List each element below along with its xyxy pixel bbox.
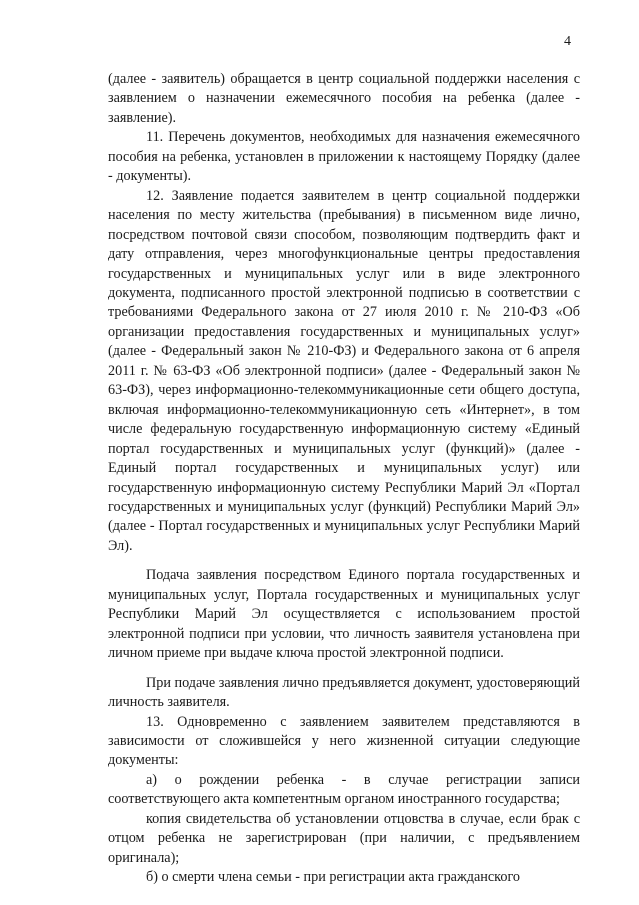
page-number: 4 (564, 34, 571, 49)
paragraph: 11. Перечень документов, необходимых для назначения ежемесячного пособия на ребенка, установлен в приложении к настоящему Порядку (далее - документы). (108, 129, 580, 185)
paragraph: Подача заявления посредством Единого портала государственных и муниципальных услуг, Портала государственных и муниципальных услуг Республики Марий Эл осуществляется с использованием простой электронной подписи при условии, что личность заявителя установлена при личном приеме при выдаче ключа простой электронной подписи. (108, 567, 580, 662)
paragraph: (далее - заявитель) обращается в центр социальной поддержки населения с заявлением о назначении ежемесячного пособия на ребенка (далее - заявление). (108, 71, 580, 126)
paragraph: б) о смерти члена семьи - при регистрации акта гражданского (146, 869, 521, 886)
paragraph: а) о рождении ребенка - в случае регистрации записи соответствующего акта компетентным органом иностранного государства; (108, 771, 580, 808)
paragraph: копия свидетельства об установлении отцовства в случае, если брак с отцом ребенка не зарегистрирован (при наличии, с предъявлением оригинала); (108, 810, 580, 866)
paragraph: 13. Одновременно с заявлением заявителем представляются в зависимости от сложившейся у него жизненной ситуации следующие документы: (108, 713, 580, 769)
paragraph: При подаче заявления лично предъявляется документ, удостоверяющий личность заявителя. (108, 674, 580, 711)
document-body (108, 70, 580, 888)
paragraph: 12. Заявление подается заявителем в центр социальной поддержки населения по месту жительства (пребывания) в письменном виде лично, посредством почтовой связи способом, позволяющим подтвердить факт и дату отправления, через многофункциональные центры предоставления государственных и муниципальных услуг или в виде электронного документа, подписанного простой электронной подписью в соответствии с требованиями Федерального закона от 27 июля 2010 г. № 210-ФЗ «Об организации предоставления государственных и муниципальных услуг» (далее - Федеральный закон № 210-ФЗ) и Федерального закона от 6 апреля 2011 г. № 63-ФЗ «Об электронной подписи» (далее - Федеральный закон № 63-ФЗ), через информационно-телекоммуникационные сети общего доступа, включая информационно-телекоммуникационную сеть «Интернет», в том числе федеральную государственную информационную систему «Единый портал государственных и муниципальных услуг (функций)» (далее - Единый портал государственных и муниципальных услуг) или государственную информационную систему Республики Марий Эл «Портал государственных и муниципальных услуг (функций) Республики Марий Эл» (далее - Портал государственных и муниципальных услуг Республики Марий Эл). (108, 187, 580, 554)
